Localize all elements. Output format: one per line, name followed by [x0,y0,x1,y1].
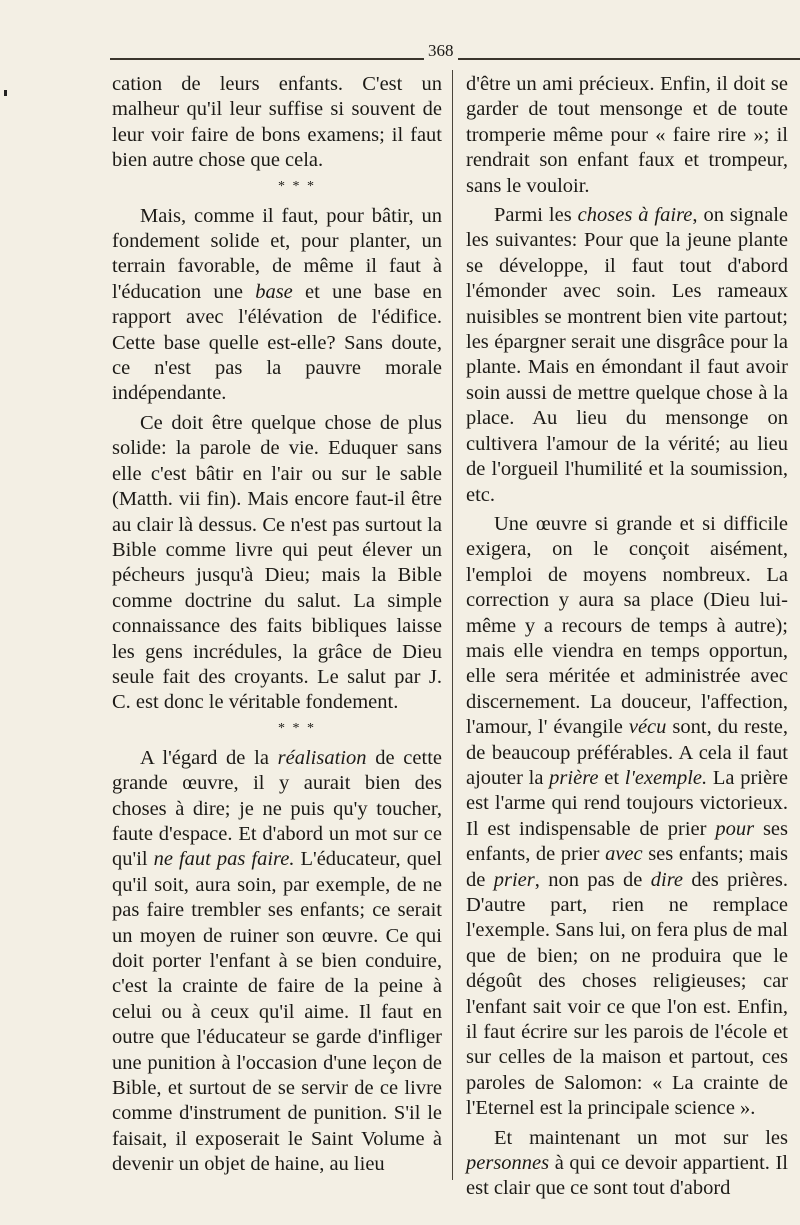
left-column [112,72,442,1178]
paragraph: A l'égard de la réalisation de cette grande œuvre, il y aurait bien des choses à dire; je ne puis qu'y toucher, faute d'espace. Et d'abord un mot sur ce qu'il ne faut pas faire. L'éducateur, quel qu'il soit, aura soin, par exemple, de ne pas faire trembler ses enfants; ce serait un moyen de ruiner son œuvre. Ce qui doit porter l'enfant à se bien conduire, c'est la crainte de faire de la peine à celui ou à ceux qu'il aime. Il faut en outre que l'éducateur se garde d'infliger une punition à l'occasion d'une leçon de Bible, et surtout de se servir de ce livre comme d'instrument de punition. S'il le faisait, il exposerait le Saint Volume à devenir un objet de haine, au lieu [112,746,442,1176]
paragraph: cation de leurs enfants. C'est un malheur qu'il leur suffise si souvent de leur voir faire de bons examens; il faut bien autre chose que cela. [112,73,442,172]
section-asterism: * * * [278,178,316,194]
page-number: 368 [424,42,458,60]
paragraph: Et maintenant un mot sur les personnes à qui ce devoir appartient. Il est clair que ce sont tout d'abord [466,1126,788,1200]
margin-mark [4,90,7,96]
paragraph: d'être un ami précieux. Enfin, il doit se garder de tout mensonge et de toute tromperie même pour « faire rire »; il rendrait son enfant faux et trompeur, sans le vouloir. [466,73,788,197]
section-asterism: * * * [278,720,316,736]
column-divider [452,70,453,1180]
paragraph: Mais, comme il faut, pour bâtir, un fondement solide et, pour planter, un terrain favorable, de même il faut à l'éducation une base et une base en rapport avec l'élévation de l'édifice. Cette base quelle est-elle? Sans doute, ce n'est pas la pauvre morale indépendante. [112,204,442,405]
paragraph: Une œuvre si grande et si difficile exigera, on le conçoit aisément, l'emploi de moyens nombreux. La correction y aura sa place (Dieu lui-même y a recours de temps à autre); mais elle viendra en temps opportun, elle sera méritée et administrée avec discernement. La douceur, l'affection, l'amour, l' évangile vécu sont, du reste, de beaucoup préférables. A cela il faut ajouter la prière et l'exemple. La prière est l'arme qui rend toujours victorieux. Il est indispensable de prier pour ses enfants, de prier avec ses enfants; mais de prier, non pas de dire des prières. D'autre part, rien ne remplace l'exemple. Sans lui, on fera plus de mal que de bien; on ne produira que le dégoût des choses religieuses; car l'enfant sait voir ce que l'on est. Enfin, il faut écrire sur les parois de l'école et sur celles de la maison et partout, ces paroles de Salomon: « La crainte de l'Eternel est la principale science ». [466,512,788,1120]
paragraph: Parmi les choses à faire, on signale les suivantes: Pour que la jeune plante se développe, il faut tout d'abord l'émonder avec soin. Les rameaux nuisibles se montrent bien vite partout; les épargner serait une disgrâce pour la plante. Mais en émondant il faut avoir soin aussi de mettre quelque chose à la place. Au lieu du mensonge on cultivera l'amour de la vérité; au lieu de l'orgueil l'humilité et la soumission, etc. [466,204,788,506]
paragraph: Ce doit être quelque chose de plus solide: la parole de vie. Eduquer sans elle c'est bâtir en l'air ou sur le sable (Matth. vii fin). Mais encore faut-il être au clair là dessus. Ce n'est pas surtout la Bible comme livre qui peut élever un pécheurs jusqu'à Dieu; mais la Bible comme doctrine du salut. La simple connaissance des faits bibliques laisse les gens incrédules, la grâce de Dieu seule fait des croyants. Le salut par J. C. est donc le véritable fondement. [112,411,442,714]
right-column [466,72,788,1202]
